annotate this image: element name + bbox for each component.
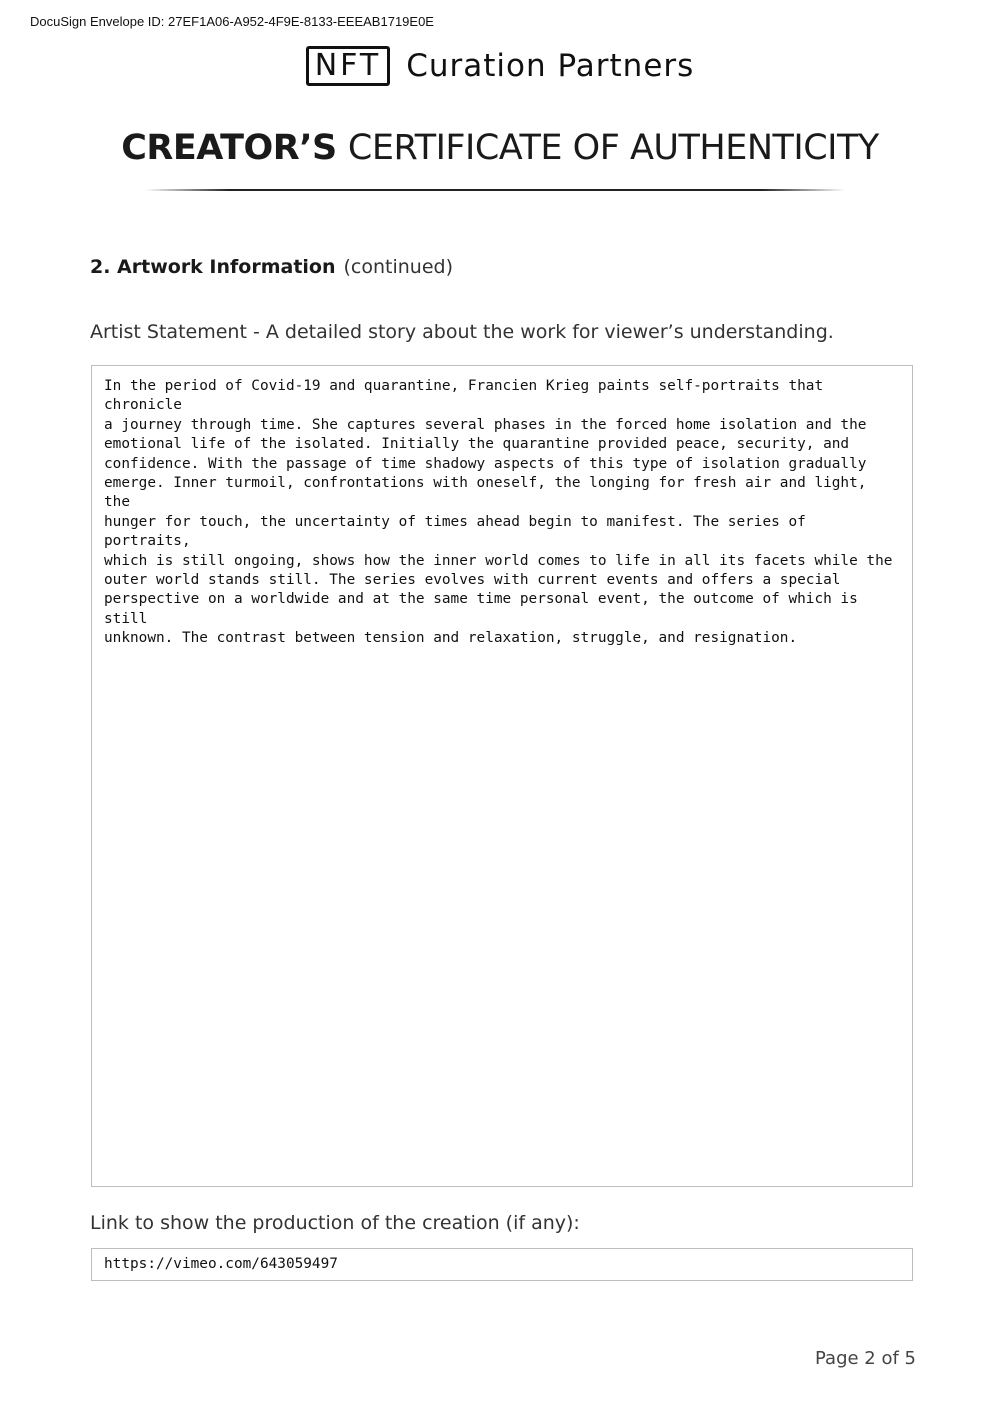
page-number: Page 2 of 5 xyxy=(815,1348,916,1369)
statement-line: unknown. The contrast between tension and relaxation, struggle, and resignation. xyxy=(104,630,798,647)
page-title-bold: CREATOR’S xyxy=(121,128,337,168)
statement-line: which is still ongoing, shows how the inner world comes to life in all its facets while the xyxy=(104,552,893,569)
production-link-label: Link to show the production of the creation (if any): xyxy=(90,1212,580,1234)
section-heading xyxy=(90,256,453,278)
artist-statement-label: Artist Statement - A detailed story about the work for viewer’s understanding. xyxy=(90,321,834,343)
statement-line: perspective on a worldwide and at the same time personal event, the outcome of which is still xyxy=(104,591,858,627)
statement-line: emotional life of the isolated. Initially the quarantine provided peace, security, and xyxy=(104,436,850,453)
statement-line: confidence. With the passage of time shadowy aspects of this type of isolation gradually xyxy=(104,455,867,472)
statement-line: outer world stands still. The series evolves with current events and offers a special xyxy=(104,572,841,589)
title-divider xyxy=(145,189,845,191)
artist-statement-text xyxy=(104,377,900,649)
production-link-field[interactable]: https://vimeo.com/643059497 xyxy=(91,1248,913,1281)
section-continued: (continued) xyxy=(343,256,454,278)
statement-line: hunger for touch, the uncertainty of times ahead begin to manifest. The series of portraits, xyxy=(104,513,806,550)
page-title xyxy=(0,128,1000,168)
brand-name: Curation Partners xyxy=(406,48,695,84)
page-title-rest: CERTIFICATE OF AUTHENTICITY xyxy=(347,128,879,168)
statement-line: In the period of Covid-19 and quarantine, Francien Krieg paints self-portraits that chronicle xyxy=(104,378,824,414)
brand-logo xyxy=(0,46,1000,86)
docusign-envelope-id: DocuSign Envelope ID: 27EF1A06-A952-4F9E-8133-EEEAB1719E0E xyxy=(30,14,434,29)
statement-line: a journey through time. She captures several phases in the forced home isolation and the xyxy=(104,416,867,433)
artist-statement-field[interactable] xyxy=(91,365,913,1187)
section-heading-text: 2. Artwork Information xyxy=(90,256,336,278)
brand-nft-box: NFT xyxy=(306,46,391,86)
statement-line: emerge. Inner turmoil, confrontations with oneself, the longing for fresh air and light, the xyxy=(104,475,867,511)
